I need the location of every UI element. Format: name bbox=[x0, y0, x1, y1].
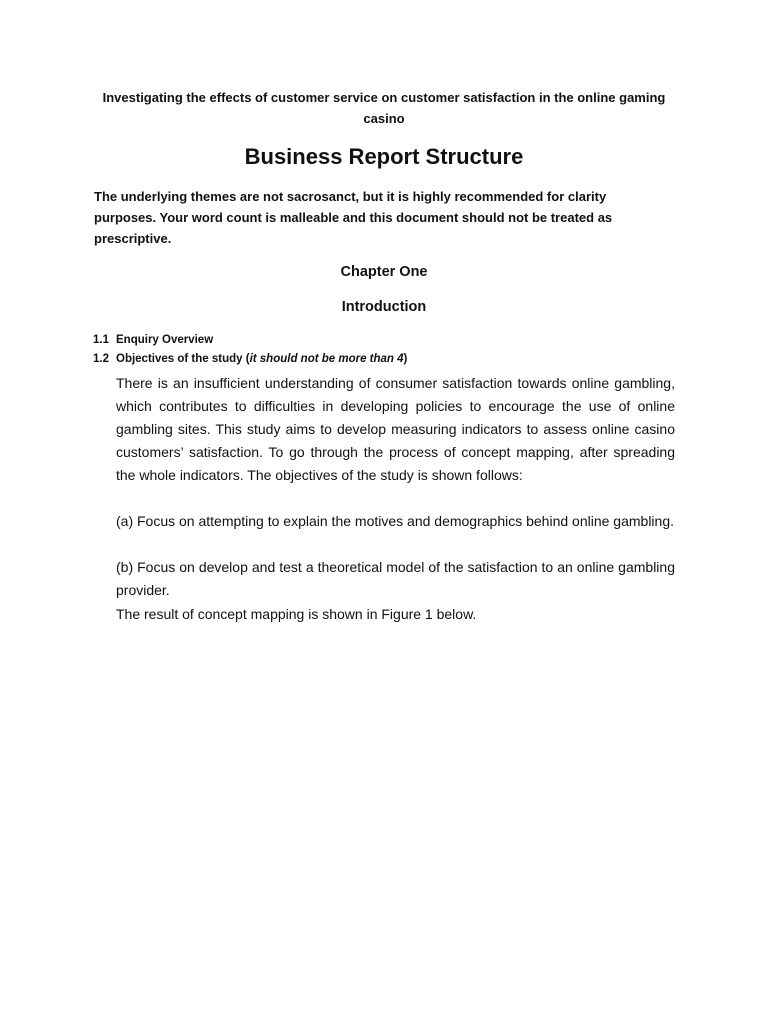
chapter-heading: Chapter One bbox=[340, 264, 428, 280]
body-paragraph: There is an insufficient understanding of consumer satisfaction towards online gambling, which contributes to difficulties in developing policies to encourage the use of online gambling sites. This study aims to develop measuring indicators to assess online casino customers’ satisfaction. To go through the process of concept mapping, after spreading the whole indicators. The objectives of the study is shown follows: bbox=[116, 375, 675, 483]
lead-note: The underlying themes are not sacrosanct, but it is highly recommended for clarity purposes. Your word count is malleable and this document should not be treated as prescriptive. bbox=[94, 189, 613, 246]
section-heading: Introduction bbox=[341, 299, 427, 315]
figure-reference: The result of concept mapping is shown in Figure 1 below. bbox=[116, 606, 477, 622]
subsection-close: ) bbox=[403, 353, 408, 365]
page-title: Business Report Structure bbox=[244, 144, 524, 169]
subsection-heading-1-2 bbox=[93, 350, 653, 368]
objective-b: (b) Focus on develop and test a theoretical model of the satisfaction to an online gambling provider. bbox=[116, 559, 675, 598]
subsection-label: Objectives of the study ( bbox=[116, 353, 250, 365]
subsection-label: Enquiry Overview bbox=[116, 334, 214, 346]
subsection-note: it should not be more than 4 bbox=[249, 353, 404, 365]
subsection-number: 1.1 bbox=[93, 334, 109, 346]
report-topic: Investigating the effects of customer service on customer satisfaction in the online gaming casino bbox=[102, 90, 666, 126]
objective-a: (a) Focus on attempting to explain the motives and demographics behind online gambling. bbox=[116, 513, 674, 529]
subsection-number: 1.2 bbox=[93, 353, 109, 365]
subsection-heading-1-1 bbox=[93, 331, 653, 349]
